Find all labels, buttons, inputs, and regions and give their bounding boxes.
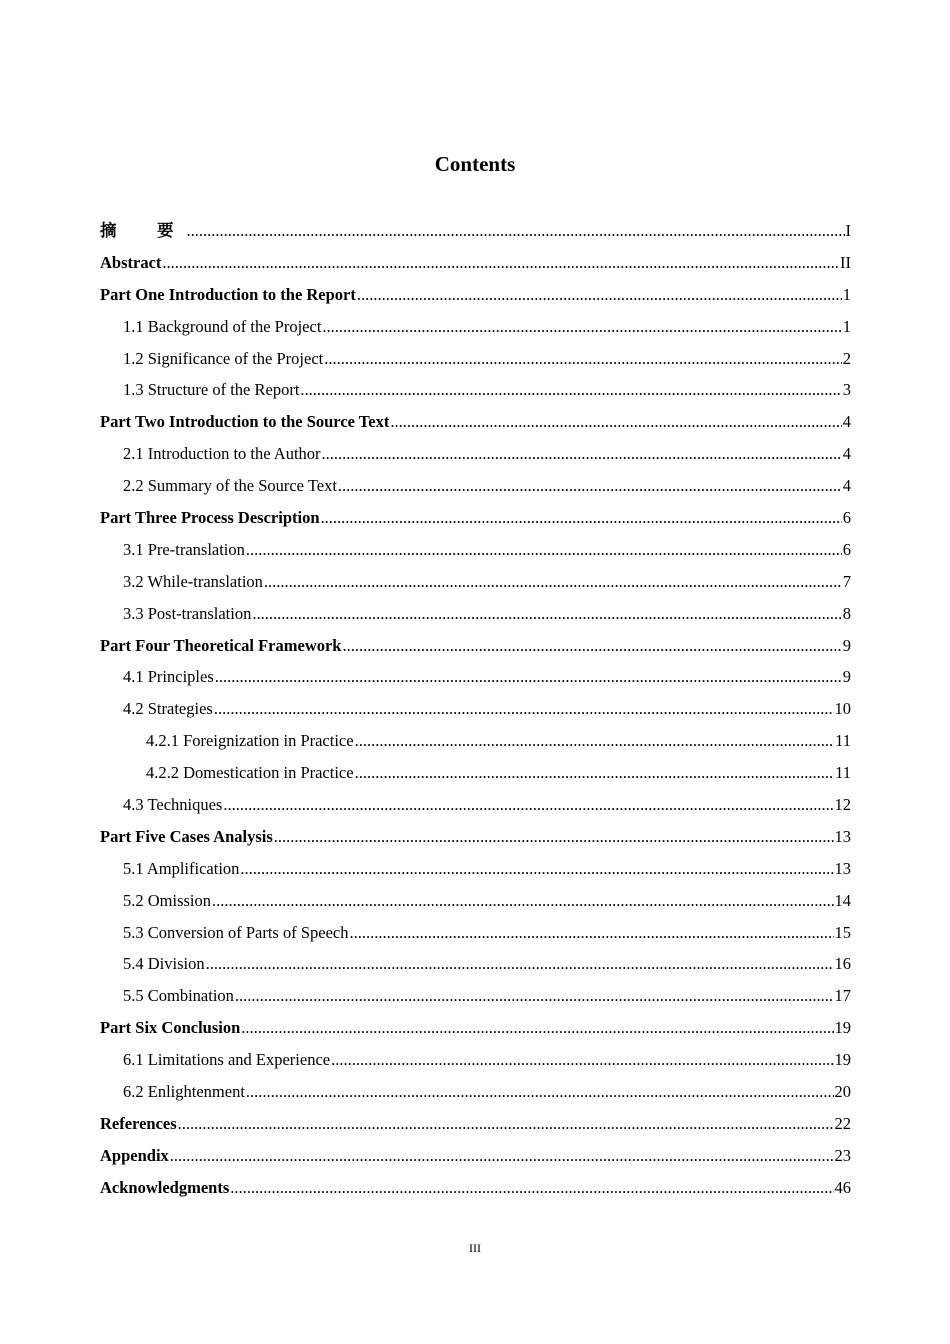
toc-entry[interactable] xyxy=(100,630,851,662)
toc-entry-page-number: 9 xyxy=(842,635,851,655)
table-of-contents xyxy=(100,215,851,1204)
toc-entry-label: Part One Introduction to the Report xyxy=(100,284,356,304)
toc-entry-label: 4.2.1 Foreignization in Practice xyxy=(146,731,354,751)
dot-leader xyxy=(324,343,842,375)
toc-entry-label: Abstract xyxy=(100,252,162,272)
toc-entry-page-number: I xyxy=(845,221,851,240)
dot-leader xyxy=(264,566,842,598)
toc-entry-label: Appendix xyxy=(100,1145,169,1165)
toc-entry[interactable] xyxy=(100,1172,851,1204)
dot-leader xyxy=(355,757,835,789)
dot-leader xyxy=(230,1172,833,1204)
toc-entry[interactable] xyxy=(100,821,851,853)
toc-entry-page-number: 20 xyxy=(834,1082,851,1102)
toc-entry-page-number: 2 xyxy=(842,348,851,368)
toc-entry[interactable] xyxy=(100,311,851,343)
toc-entry-label: 5.3 Conversion of Parts of Speech xyxy=(123,922,349,942)
toc-entry-label: Part Four Theoretical Framework xyxy=(100,635,342,655)
toc-entry-page-number: 13 xyxy=(834,858,851,878)
toc-entry-label: 3.1 Pre-translation xyxy=(123,539,245,559)
toc-entry[interactable] xyxy=(100,502,851,534)
toc-entry[interactable] xyxy=(100,406,851,438)
toc-entry-page-number: 4 xyxy=(842,444,851,464)
toc-entry-label: Part Five Cases Analysis xyxy=(100,826,273,846)
dot-leader xyxy=(246,1076,834,1108)
page-title: Contents xyxy=(434,152,516,176)
toc-entry-page-number: 1 xyxy=(842,284,851,304)
toc-entry-page-number: 16 xyxy=(834,954,851,974)
dot-leader xyxy=(212,885,833,917)
page-number: III xyxy=(469,1241,481,1255)
dot-leader xyxy=(252,598,841,630)
dot-leader xyxy=(357,279,842,311)
toc-entry-label: 5.1 Amplification xyxy=(123,858,240,878)
dot-leader xyxy=(349,917,833,949)
dot-leader xyxy=(215,661,842,693)
toc-entry[interactable] xyxy=(100,598,851,630)
toc-entry-page-number: 9 xyxy=(842,667,851,687)
toc-entry-page-number: 1 xyxy=(842,316,851,336)
toc-entry[interactable] xyxy=(100,853,851,885)
toc-entry-page-number: 6 xyxy=(842,508,851,528)
toc-entry-page-number: 19 xyxy=(834,1018,851,1038)
toc-entry[interactable] xyxy=(100,917,851,949)
toc-entry-page-number: 4 xyxy=(842,476,851,496)
dot-leader xyxy=(322,438,842,470)
dot-leader xyxy=(338,470,842,502)
toc-entry[interactable] xyxy=(100,566,851,598)
toc-entry[interactable] xyxy=(100,789,851,821)
toc-entry-page-number: 4 xyxy=(842,412,851,432)
toc-entry-page-number: 10 xyxy=(834,699,851,719)
toc-entry[interactable] xyxy=(100,343,851,375)
toc-entry-label: 3.3 Post-translation xyxy=(123,603,252,623)
toc-entry-label: Part Three Process Description xyxy=(100,508,320,528)
toc-entry-page-number: 17 xyxy=(834,986,851,1006)
dot-leader xyxy=(240,853,833,885)
toc-entry-page-number: 12 xyxy=(834,795,851,815)
toc-entry-label: Part Six Conclusion xyxy=(100,1018,241,1038)
dot-leader xyxy=(342,630,841,662)
toc-entry-label: 3.2 While-translation xyxy=(123,571,263,591)
toc-entry[interactable] xyxy=(100,948,851,980)
toc-entry-label: 摘 要 xyxy=(100,221,186,240)
toc-entry-label: Acknowledgments xyxy=(100,1177,230,1197)
toc-entry[interactable] xyxy=(100,247,851,279)
toc-entry[interactable] xyxy=(100,1076,851,1108)
dot-leader xyxy=(300,374,841,406)
toc-entry[interactable] xyxy=(100,534,851,566)
toc-entry-label: 2.2 Summary of the Source Text xyxy=(123,476,337,496)
dot-leader xyxy=(322,311,841,343)
dot-leader xyxy=(235,980,834,1012)
toc-entry-label: 5.5 Combination xyxy=(123,986,234,1006)
dot-leader xyxy=(321,502,842,534)
dot-leader xyxy=(170,1140,834,1172)
toc-entry[interactable] xyxy=(100,1140,851,1172)
toc-entry[interactable] xyxy=(100,1108,851,1140)
toc-entry-page-number: 23 xyxy=(834,1145,851,1165)
dot-leader xyxy=(162,247,839,279)
dot-leader xyxy=(246,534,842,566)
toc-entry-label: 1.3 Structure of the Report xyxy=(123,380,300,400)
dot-leader xyxy=(331,1044,833,1076)
toc-entry[interactable] xyxy=(100,470,851,502)
toc-entry-page-number: 6 xyxy=(842,539,851,559)
toc-entry-label: 1.1 Background of the Project xyxy=(123,316,322,336)
toc-entry-label: 2.1 Introduction to the Author xyxy=(123,444,321,464)
toc-entry[interactable] xyxy=(100,374,851,406)
dot-leader xyxy=(187,215,845,247)
dot-leader xyxy=(274,821,834,853)
toc-entry-label: 6.1 Limitations and Experience xyxy=(123,1050,331,1070)
toc-entry-page-number: 22 xyxy=(834,1113,851,1133)
toc-entry-label: Part Two Introduction to the Source Text xyxy=(100,412,390,432)
toc-entry-page-number: 19 xyxy=(834,1050,851,1070)
toc-entry-page-number: 7 xyxy=(842,571,851,591)
toc-entry[interactable] xyxy=(100,885,851,917)
toc-entry-page-number: 46 xyxy=(834,1177,851,1197)
toc-entry[interactable] xyxy=(100,1044,851,1076)
dot-leader xyxy=(214,693,834,725)
toc-entry-page-number: 3 xyxy=(842,380,851,400)
toc-entry[interactable] xyxy=(100,279,851,311)
toc-entry-page-number: 15 xyxy=(834,922,851,942)
dot-leader xyxy=(390,406,841,438)
dot-leader xyxy=(355,725,835,757)
toc-entry[interactable] xyxy=(100,757,851,789)
toc-entry-page-number: II xyxy=(840,252,851,272)
toc-entry-label: 4.2.2 Domestication in Practice xyxy=(146,763,354,783)
toc-entry-page-number: 13 xyxy=(834,826,851,846)
toc-entry-label: 4.1 Principles xyxy=(123,667,214,687)
dot-leader xyxy=(206,948,834,980)
toc-entry-page-number: 11 xyxy=(835,731,851,751)
toc-entry[interactable] xyxy=(100,693,851,725)
toc-entry-page-number: 11 xyxy=(835,763,851,783)
toc-entry-label: 6.2 Enlightenment xyxy=(123,1082,245,1102)
toc-entry[interactable] xyxy=(100,1012,851,1044)
toc-entry[interactable] xyxy=(100,725,851,757)
toc-entry[interactable] xyxy=(100,438,851,470)
toc-entry-label: 4.3 Techniques xyxy=(123,795,223,815)
toc-entry[interactable] xyxy=(100,215,851,247)
toc-entry[interactable] xyxy=(100,980,851,1012)
toc-entry-label: 5.2 Omission xyxy=(123,890,212,910)
dot-leader xyxy=(223,789,833,821)
toc-entry-page-number: 14 xyxy=(834,890,851,910)
toc-entry-label: 5.4 Division xyxy=(123,954,205,974)
toc-entry-label: 4.2 Strategies xyxy=(123,699,213,719)
toc-entry-label: 1.2 Significance of the Project xyxy=(123,348,324,368)
toc-entry-label: References xyxy=(100,1113,177,1133)
toc-entry-page-number: 8 xyxy=(842,603,851,623)
dot-leader xyxy=(241,1012,833,1044)
dot-leader xyxy=(178,1108,834,1140)
toc-entry[interactable] xyxy=(100,661,851,693)
